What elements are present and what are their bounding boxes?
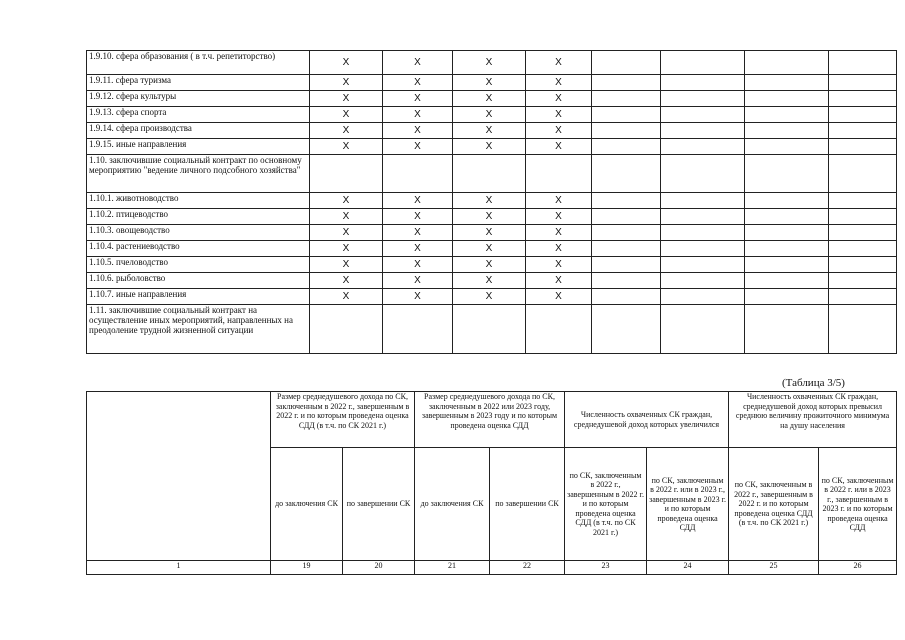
empty-cell [592,123,661,139]
x-mark-cell: Х [453,209,526,225]
x-mark-cell: Х [453,273,526,289]
empty-cell [745,289,829,305]
sub-header-20: по завершении СК [343,448,415,561]
column-number: 22 [490,561,565,575]
empty-cell [745,209,829,225]
empty-cell [592,273,661,289]
x-mark-cell: Х [383,209,453,225]
x-mark-cell [526,305,592,354]
empty-cell [745,139,829,155]
empty-cell [745,273,829,289]
empty-cell [661,91,745,107]
empty-cell [592,51,661,75]
table-row [87,209,897,225]
table-row [87,75,897,91]
x-mark-cell: Х [526,241,592,257]
empty-cell [592,289,661,305]
empty-cell [661,107,745,123]
empty-cell [592,139,661,155]
empty-cell [661,193,745,209]
x-mark-cell: Х [383,51,453,75]
row-label: 1.11. заключившие социальный контракт на осуществление иных мероприятий, направленных на преодоление трудной жизненной ситуации [87,305,310,354]
empty-cell [745,241,829,257]
empty-cell [745,123,829,139]
x-mark-cell: Х [310,91,383,107]
empty-cell [661,289,745,305]
empty-cell [592,107,661,123]
x-mark-cell: Х [526,139,592,155]
empty-cell [592,225,661,241]
x-mark-cell [453,305,526,354]
x-mark-cell: Х [453,225,526,241]
empty-cell [745,75,829,91]
x-mark-cell: Х [453,75,526,91]
empty-cell [661,139,745,155]
x-mark-cell [383,155,453,193]
column-number: 19 [271,561,343,575]
empty-cell [592,305,661,354]
table-row [87,107,897,123]
row-label: 1.9.11. сфера туризма [87,75,310,91]
row-label: 1.10.2. птицеводство [87,209,310,225]
empty-cell [829,123,897,139]
x-mark-cell: Х [310,139,383,155]
x-mark-cell: Х [383,193,453,209]
x-mark-cell: Х [383,91,453,107]
empty-cell [829,139,897,155]
table-lower [86,391,897,575]
column-number: 21 [415,561,490,575]
empty-cell [829,305,897,354]
x-mark-cell: Х [453,123,526,139]
empty-cell [745,257,829,273]
row-label: 1.10.6. рыболовство [87,273,310,289]
x-mark-cell: Х [383,75,453,91]
row-label: 1.10. заключившие социальный контракт по основному мероприятию "ведение личного подсобного хозяйства" [87,155,310,193]
table-upper [86,50,897,354]
empty-cell [661,123,745,139]
table-row [87,193,897,209]
x-mark-cell: Х [383,225,453,241]
empty-cell [592,91,661,107]
empty-cell [592,75,661,91]
x-mark-cell: Х [453,289,526,305]
sub-header-23: по СК, заключенным в 2022 г., завершенным в 2022 г. и по которым проведена оценка СДД (в т.ч. по СК 2021 г.) [565,448,647,561]
x-mark-cell: Х [526,289,592,305]
row-label: 1.10.4. растениеводство [87,241,310,257]
empty-cell [745,51,829,75]
x-mark-cell: Х [526,107,592,123]
table-row [87,225,897,241]
x-mark-cell: Х [310,289,383,305]
x-mark-cell: Х [526,91,592,107]
sub-header-26: по СК, заключенным в 2022 г. или в 2023 г., завершенным в 2023 г. и по которым проведена оценка СДД [819,448,897,561]
x-mark-cell: Х [453,51,526,75]
empty-cell [829,241,897,257]
group-header-2: Размер среднедушевого дохода по СК, заключенным в 2022 или 2023 году, завершенным в 2023 году и по которым проведена оценка СДД [415,392,565,448]
empty-cell [829,209,897,225]
x-mark-cell: Х [383,139,453,155]
group-header-1: Размер среднедушевого дохода по СК, заключенным в 2022 г., завершенным в 2022 г. и по которым проведена оценка СДД (в т.ч. по СК 2021 г.) [271,392,415,448]
empty-cell [661,75,745,91]
x-mark-cell [310,155,383,193]
x-mark-cell: Х [383,289,453,305]
sub-header-21: до заключения СК [415,448,490,561]
empty-cell [592,257,661,273]
sub-header-19: до заключения СК [271,448,343,561]
row-label: 1.9.13. сфера спорта [87,107,310,123]
x-mark-cell [310,305,383,354]
empty-cell [661,257,745,273]
x-mark-cell: Х [526,225,592,241]
x-mark-cell: Х [383,273,453,289]
row-label: 1.10.1. животноводство [87,193,310,209]
x-mark-cell [383,305,453,354]
empty-cell [829,225,897,241]
x-mark-cell [453,155,526,193]
sub-header-22: по завершении СК [490,448,565,561]
column-number: 25 [729,561,819,575]
empty-cell [829,155,897,193]
x-mark-cell: Х [526,51,592,75]
group-header-3: Численность охваченных СК граждан, среднедушевой доход которых увеличился [565,392,729,448]
x-mark-cell: Х [383,107,453,123]
header-empty-cell [87,392,271,561]
row-label: 1.10.3. овощеводство [87,225,310,241]
row-label: 1.9.14. сфера производства [87,123,310,139]
x-mark-cell [526,155,592,193]
table-row [87,91,897,107]
empty-cell [829,289,897,305]
row-label: 1.9.10. сфера образования ( в т.ч. репетиторство) [87,51,310,75]
empty-cell [829,193,897,209]
x-mark-cell: Х [310,193,383,209]
empty-cell [661,241,745,257]
empty-cell [829,273,897,289]
row-label: 1.9.15. иные направления [87,139,310,155]
empty-cell [592,209,661,225]
empty-cell [592,193,661,209]
x-mark-cell: Х [453,107,526,123]
table-row [87,289,897,305]
x-mark-cell: Х [310,107,383,123]
empty-cell [829,257,897,273]
empty-cell [661,155,745,193]
x-mark-cell: Х [526,273,592,289]
column-number: 1 [87,561,271,575]
x-mark-cell: Х [526,123,592,139]
column-number: 26 [819,561,897,575]
empty-cell [661,273,745,289]
x-mark-cell: Х [453,257,526,273]
table-row [87,155,897,193]
empty-cell [592,241,661,257]
table-row [87,123,897,139]
x-mark-cell: Х [526,257,592,273]
x-mark-cell: Х [310,273,383,289]
x-mark-cell: Х [453,91,526,107]
x-mark-cell: Х [310,257,383,273]
x-mark-cell: Х [310,241,383,257]
empty-cell [661,209,745,225]
x-mark-cell: Х [310,123,383,139]
x-mark-cell: Х [453,193,526,209]
x-mark-cell: Х [453,241,526,257]
x-mark-cell: Х [526,75,592,91]
x-mark-cell: Х [526,209,592,225]
empty-cell [661,305,745,354]
empty-cell [829,91,897,107]
table-row [87,305,897,354]
empty-cell [829,107,897,123]
x-mark-cell: Х [310,225,383,241]
column-number: 24 [647,561,729,575]
x-mark-cell: Х [453,139,526,155]
table-row [87,139,897,155]
empty-cell [661,51,745,75]
x-mark-cell: Х [383,241,453,257]
empty-cell [592,155,661,193]
table-row [87,257,897,273]
table-row [87,51,897,75]
empty-cell [745,305,829,354]
x-mark-cell: Х [526,193,592,209]
row-label: 1.10.5. пчеловодство [87,257,310,273]
table-row [87,241,897,257]
empty-cell [745,193,829,209]
row-label: 1.9.12. сфера культуры [87,91,310,107]
table-caption: (Таблица 3/5) [782,377,845,389]
empty-cell [829,75,897,91]
empty-cell [829,51,897,75]
x-mark-cell: Х [383,123,453,139]
empty-cell [745,155,829,193]
row-label: 1.10.7. иные направления [87,289,310,305]
x-mark-cell: Х [310,209,383,225]
x-mark-cell: Х [383,257,453,273]
group-header-4: Численность охваченных СК граждан, среднедушевой доход которых превысил среднюю величину прожиточного минимума на душу населения [729,392,897,448]
sub-header-24: по СК, заключенным в 2022 г. или в 2023 г., завершенным в 2023 г. и по которым проведена оценка СДД [647,448,729,561]
empty-cell [745,107,829,123]
sub-header-25: по СК, заключенным в 2022 г., завершенным в 2022 г. и по которым проведена оценка СДД (в т.ч. по СК 2021 г.) [729,448,819,561]
column-number: 23 [565,561,647,575]
x-mark-cell: Х [310,75,383,91]
table-row [87,273,897,289]
empty-cell [661,225,745,241]
x-mark-cell: Х [310,51,383,75]
empty-cell [745,91,829,107]
empty-cell [745,225,829,241]
column-number: 20 [343,561,415,575]
